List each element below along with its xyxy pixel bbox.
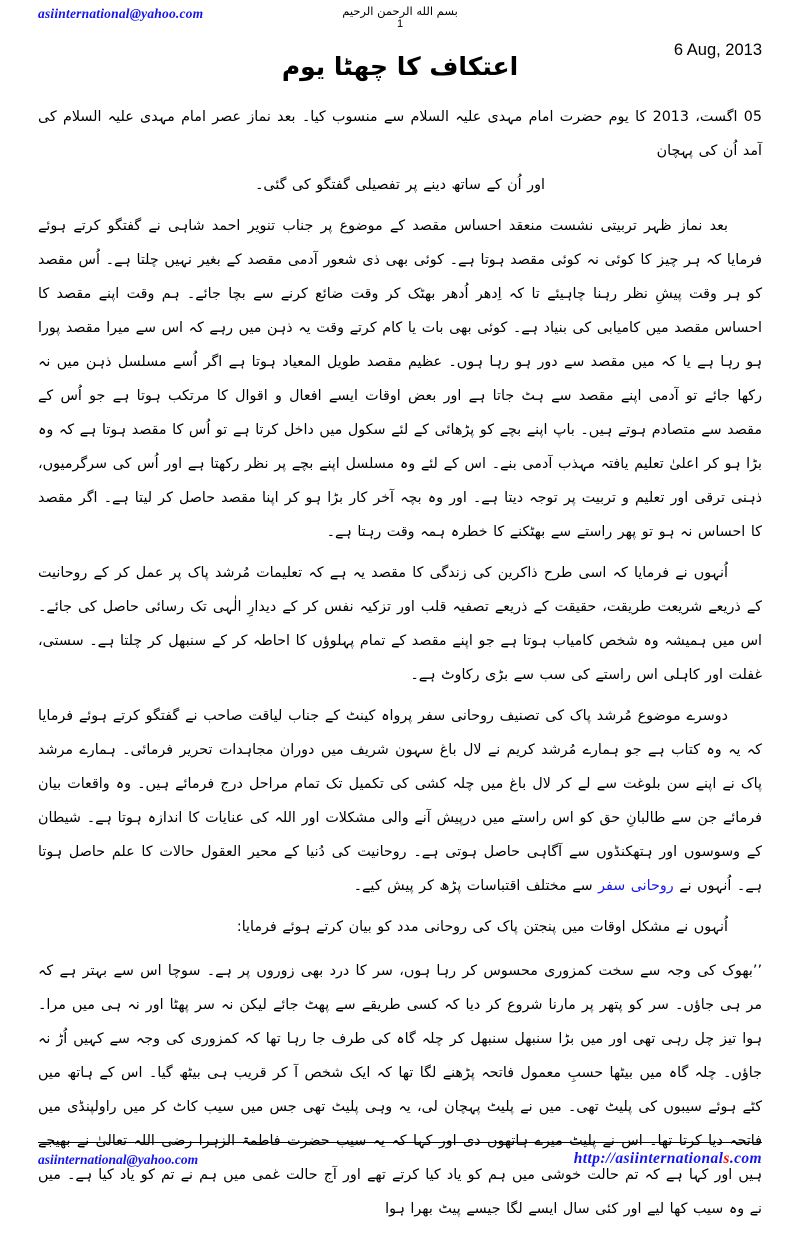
page-footer bbox=[0, 1142, 800, 1200]
page-number: 1 bbox=[396, 18, 404, 30]
paragraph-text-before: دوسرے موضوع مُرشد پاک کی تصنیف روحانی سفر پرواہ کینٹ کے جناب لیاقت صاحب نے گفتگو کرتے ہوئے فرمایا کہ یہ وہ کتاب ہے جو ہمارے مُرشد کریم نے لال باغ سہون شریف میں دوران مجاہدات تحریر فرمائی۔ ہمارے مرشد پاک نے اپنے سن بلوغت سے لے کر لال باغ میں چلہ کشی کی تکمیل تک تمام مراحل درج فرمائے ہیں۔ وہ واقعات بیان فرمائے جن سے طالبانِ حق کو اس راستے میں درپیش آنے والی مشکلات اور اللہ کی عنایات کا اندازہ ہوتا ہے۔ شیطان کے وسوسوں اور ہتھکنڈوں سے آگاہی حاصل ہوتی ہے۔ روحانیت کی دُنیا کے محیر العقول حالات کا علم حاصل ہوتا ہے۔ اُنہوں نے bbox=[38, 708, 762, 894]
paragraph-purpose-discussion: بعد نماز ظہر تربیتی نشست منعقد احساس مقصد کے موضوع پر جناب تنویر احمد شاہی نے گفتگو کرتے ہوئے فرمایا کہ ہر چیز کا کوئی نہ کوئی مقصد ہوتا ہے۔ کوئی بھی ذی شعور آدمی مقصد کے بغیر نہیں چلتا ہے۔ اُس مقصد کو ہر وقت پیشِ نظر رہنا چاہیئے تا کہ اِدھر اُدھر بھٹک کر وقت ضائع کرنے سے بچا جائے۔ ہم وقت اپنے مقصد کا احساس مقصد میں کامیابی کی بنیاد ہے۔ کوئی بھی بات یا کام کرتے وقت یہ ذہن میں رہے کہ اس سے میرا مقصد پورا ہو رہا ہے یا کہ میں مقصد سے دور ہو رہا ہوں۔ عظیم مقصد طویل المعیاد ہوتا ہے اگر اُسے مسلسل ذہن میں نہ رکھا جائے تو آدمی اپنے مقصد سے ہٹ جاتا ہے اور بعض اوقات ایسے افعال و اقوال کا مرتکب ہوتا ہے جو اُس کے مقصد سے متصادم ہوتے ہیں۔ باپ اپنے بچے کو پڑھائی کے لئے سکول میں داخل کرتا ہے تو اُس کا مقصد ہوتا ہے کہ وہ بڑا ہو کر اعلیٰ تعلیم یافتہ مہذب آدمی بنے۔ اس کے لئے وہ مسلسل اپنے بچے پر نظر رکھتا ہے اور اُس کی سرگرمیوں، ذہنی ترقی اور تعلیم و تربیت پر توجہ دیتا ہے۔ اور وہ بچہ آخر کار بڑا ہو کر اپنا مقصد حاصل کر لیتا ہے۔ اگر مقصد کا احساس نہ ہو تو پھر راستے سے بھٹکنے کا خطرہ ہمہ وقت رہتا ہے۔ bbox=[38, 218, 762, 540]
header-email-address[interactable]: asiinternational@yahoo.com bbox=[38, 6, 204, 21]
page-title: اعتکاف کا چھٹا یوم bbox=[281, 51, 519, 81]
paragraph-spiritual-path: اُنہوں نے فرمایا کہ اسی طرح ذاکرین کی زندگی کا مقصد یہ ہے کہ تعلیمات مُرشد پاک پر عمل کر کے روحانیت کے ذریعے شریعت طریقت، حقیقت کے ذریعے تصفیہ قلب اور تزکیہ نفس کر کے دیدارِ الٰہی تک رسائی حاصل کی جائے۔ اس میں ہمیشہ وہ شخص کامیاب ہوتا ہے جو اپنے مقصد کے تمام پہلوؤں کا احاطہ کر کے سنبھل کر چلتا ہے۔ سستی، غفلت اور کاہلی اس راستے کی سب سے بڑی رکاوٹ ہے۔ bbox=[38, 565, 762, 683]
footer-divider bbox=[38, 1142, 762, 1143]
article-body bbox=[38, 100, 762, 1233]
paragraph-intro bbox=[38, 100, 762, 202]
paragraph-text: 05 اگست، 2013 کا یوم حضرت امام مہدی علیہ السلام سے منسوب کیا۔ بعد نماز عصر امام مہدی علیہ السلام کی آمد اُن کی پہچان bbox=[38, 109, 762, 159]
bismillah-text: بسم الله الرحمن الرحيم bbox=[342, 4, 458, 18]
paragraph-quoted-narrative: ’’بھوک کی وجہ سے سخت کمزوری محسوس کر رہا ہوں، سر کا درد بھی زوروں پر ہے۔ سوچا اس سے بہتر ہے کہ مر ہی جاؤں۔ سر کو پتھر پر مارنا شروع کر دیا کہ کسی طریقے سے پھٹ جائے لیکن نہ سر پھٹا اور نہ ہی میں مرا۔ ہوا تیز چل رہی تھی اور میں بڑا سنبھل سنبھل کر چلہ گاہ کی طرف جا رہا تھا کہ کمزوری کی وجہ سے کہیں اُڑ نہ جاؤں۔ چلہ گاہ میں بیٹھا حسبِ معمول فاتحہ پڑھنے لگا تھا کہ ایک شخص آ کر قریب ہی بیٹھ گیا۔ اس کے ہاتھ میں کٹے ہوئے سیبوں کی پلیٹ تھی۔ میں نے پلیٹ پہچان لی، یہ وہی پلیٹ تھی جس میں سیب کاٹ کر میں راولپنڈی میں فاتحہ دیا کرتا تھا۔ اس نے پلیٹ میرے ہاتھوں دی اور کہا کہ یہ سیب حضرت فاطمۃ الزہرا رضی اللہ تعالیٰ نے بھیجے ہیں اور کہا ہے کہ تم حالت خوشی میں ہم کو یاد کیا کرتے تھے اور آج حالت غمی میں ہم نے تم کو یاد کیا ہے۔ میں نے وہ سیب کھا لیے اور کئی سال ایسے لگا جیسے پیٹ بھرا ہوا bbox=[38, 963, 762, 1217]
book-title-rohani-safar[interactable]: روحانی سفر bbox=[598, 878, 674, 894]
paragraph-book-discussion bbox=[38, 699, 762, 903]
footer-email-address[interactable]: asiinternational@yahoo.com bbox=[38, 1152, 199, 1167]
url-highlight-letter: s bbox=[723, 1150, 730, 1167]
publication-date: 6 Aug, 2013 bbox=[673, 41, 762, 59]
paragraph-text-after: سے مختلف اقتباسات پڑھ کر پیش کیے۔ bbox=[353, 878, 599, 894]
footer-website-url[interactable] bbox=[574, 1150, 762, 1168]
page-header bbox=[0, 0, 800, 100]
paragraph-quote-lead-in: اُنہوں نے مشکل اوقات میں پنجتن پاک کی روحانی مدد کو بیان کرتے ہوئے فرمایا: bbox=[236, 919, 728, 935]
paragraph-tail-line: اور اُن کے ساتھ دینے پر تفصیلی گفتگو کی گئی۔ bbox=[255, 177, 545, 193]
url-suffix: .com bbox=[729, 1150, 762, 1167]
url-prefix: http://asiinternational bbox=[573, 1150, 724, 1167]
